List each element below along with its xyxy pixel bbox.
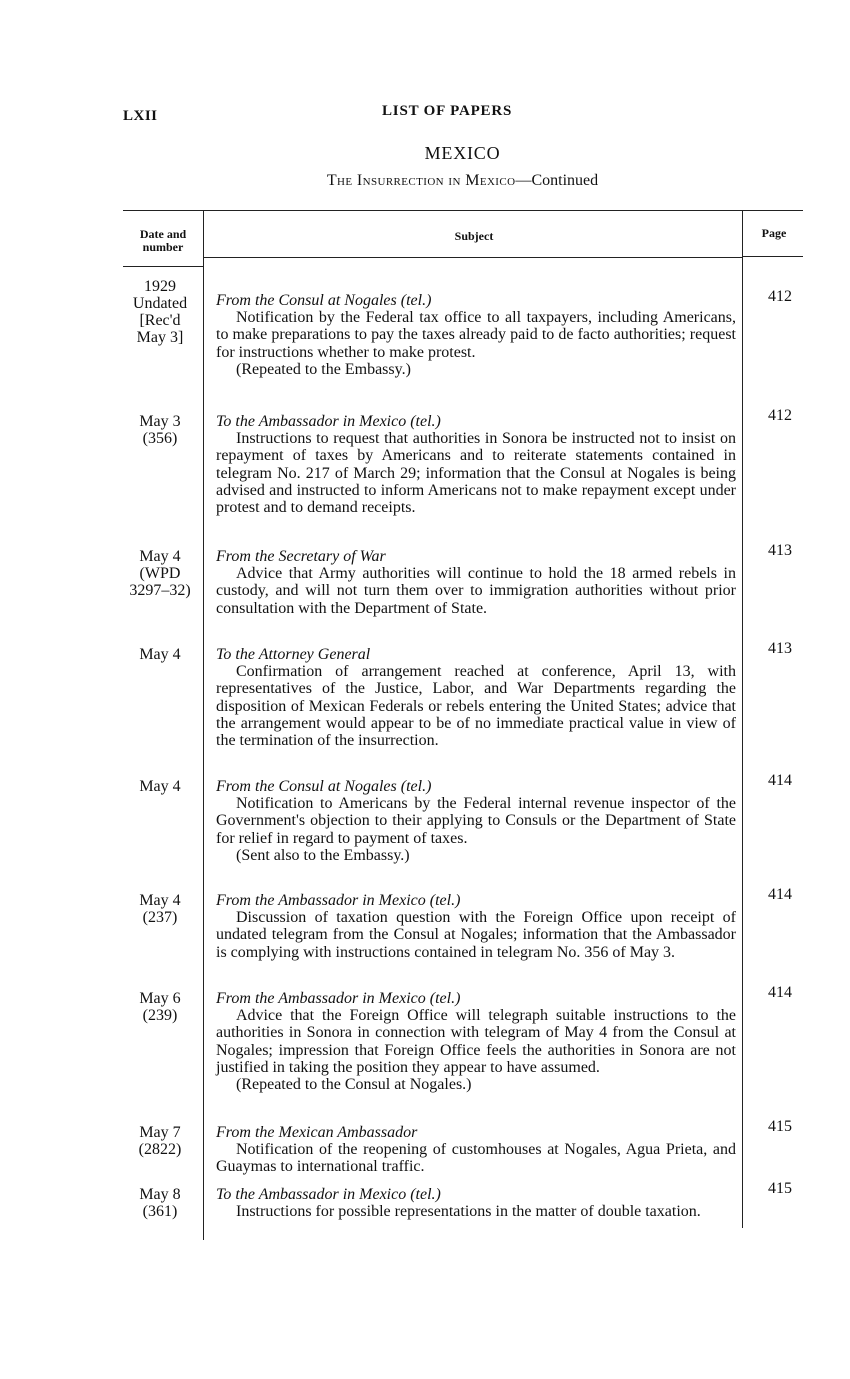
country-heading: MEXICO (424, 143, 501, 163)
entry-page: 414 (768, 772, 792, 789)
entry-page: 413 (768, 542, 792, 559)
entry-date: May 4 (237) (139, 892, 181, 926)
date-column-divider (203, 210, 204, 1240)
entry-heading: To the Ambassador in Mexico (tel.) (216, 413, 441, 430)
section-title (0, 172, 850, 190)
date-column-header: Date and number (139, 227, 187, 254)
entry-body: Advice that Army authorities will continue to hold the 18 armed rebels in custody, and will not turn them over to immigration authorities without prior consultation with the Department of State. (216, 565, 736, 617)
entry-body: Advice that the Foreign Office will telegraph suitable instructions to the authorities in Sonora in connection with telegram of May 4 from the Consul at Nogales; impression that Foreign Office feels the authorities in Sonora are not justified in taking the position they appear to have assumed. (216, 1007, 736, 1076)
running-head: LIST OF PAPERS (382, 103, 513, 119)
entry-page: 415 (768, 1180, 792, 1197)
page-number: LXII (123, 108, 158, 124)
entry-body: Notification of the reopening of customhouses at Nogales, Agua Prieta, and Guaymas to international traffic. (216, 1141, 736, 1176)
entry-subject (216, 1124, 736, 1176)
entry-note: (Repeated to the Consul at Nogales.) (236, 1076, 472, 1094)
entry-date: 1929 Undated [Rec'd May 3] (132, 278, 188, 346)
entry-heading: From the Secretary of War (216, 548, 386, 565)
entry-subject (216, 646, 736, 749)
entry-body: Instructions to request that authorities in Sonora be instructed not to insist on repayment of taxes by Americans and to reiterate statements contained in telegram No. 217 of March 29; information that the Consul at Nogales is being advised and instructed to inform Americans not to make repayment except under protest and to demand receipts. (216, 430, 736, 517)
entry-subject (216, 892, 736, 961)
entry-heading: To the Ambassador in Mexico (tel.) (216, 1186, 441, 1203)
entry-body: Notification by the Federal tax office to all taxpayers, including Americans, to make preparations to pay the taxes already paid to de facto authorities; request for instructions whether to make protest. (216, 309, 736, 361)
entry-page: 412 (768, 407, 792, 424)
entry-body: Instructions for possible representations in the matter of double taxation. (236, 1203, 701, 1221)
entry-page: 414 (768, 984, 792, 1001)
entry-body: Confirmation of arrangement reached at conference, April 13, with representatives of the Justice, Labor, and War Departments regarding the disposition of Mexican Federals or rebels entering the United States; advice that the arrangement would appear to be of no immediate practical value in view of the termination of the insurrection. (216, 663, 736, 750)
entry-date: May 6 (239) (139, 990, 181, 1024)
entry-date: May 8 (361) (139, 1186, 181, 1220)
section-title-main: The Insurrection in Mexico (326, 172, 516, 189)
subject-column-header: Subject (454, 229, 494, 243)
entry-date: May 4 (139, 646, 181, 663)
entry-heading: From the Consul at Nogales (tel.) (216, 292, 432, 309)
entry-body: Notification to Americans by the Federal internal revenue inspector of the Government's objection to their applying to Consuls or the Department of State for relief in regard to payment of taxes. (216, 795, 736, 847)
entry-subject (216, 1186, 736, 1220)
entry-heading: From the Mexican Ambassador (216, 1124, 418, 1141)
table-top-rule (123, 210, 803, 211)
entry-subject (216, 778, 736, 864)
entry-page: 414 (768, 886, 792, 903)
entry-page: 415 (768, 1118, 792, 1135)
entry-page: 412 (768, 288, 792, 305)
entry-note: (Repeated to the Embassy.) (236, 360, 411, 378)
page-column-divider (742, 210, 743, 1228)
date-header-rule (123, 266, 203, 267)
section-title-suffix: —Continued (515, 172, 599, 189)
entry-date: May 7 (2822) (138, 1124, 182, 1158)
entry-subject (216, 413, 736, 516)
papers-table (123, 210, 803, 1240)
subject-header-rule (203, 257, 742, 258)
entry-heading: From the Consul at Nogales (tel.) (216, 778, 432, 795)
page-header-rule (742, 256, 803, 257)
entry-body: Discussion of taxation question with the Foreign Office upon receipt of undated telegram from the Consul at Nogales; information that the Ambassador is complying with instructions contained in telegram No. 356 of May 3. (216, 909, 736, 961)
page-column-header: Page (761, 226, 787, 240)
entry-date: May 4 (WPD 3297–32) (129, 548, 191, 599)
entry-heading: From the Ambassador in Mexico (tel.) (216, 990, 461, 1007)
entry-date: May 4 (139, 778, 181, 795)
entry-heading: From the Ambassador in Mexico (tel.) (216, 892, 461, 909)
entry-note: (Sent also to the Embassy.) (236, 846, 410, 864)
entry-date: May 3 (356) (139, 413, 181, 447)
entry-heading: To the Attorney General (216, 646, 371, 663)
entry-subject (216, 990, 736, 1093)
entry-subject (216, 548, 736, 617)
entry-page: 413 (768, 640, 792, 657)
entry-subject (216, 292, 736, 378)
